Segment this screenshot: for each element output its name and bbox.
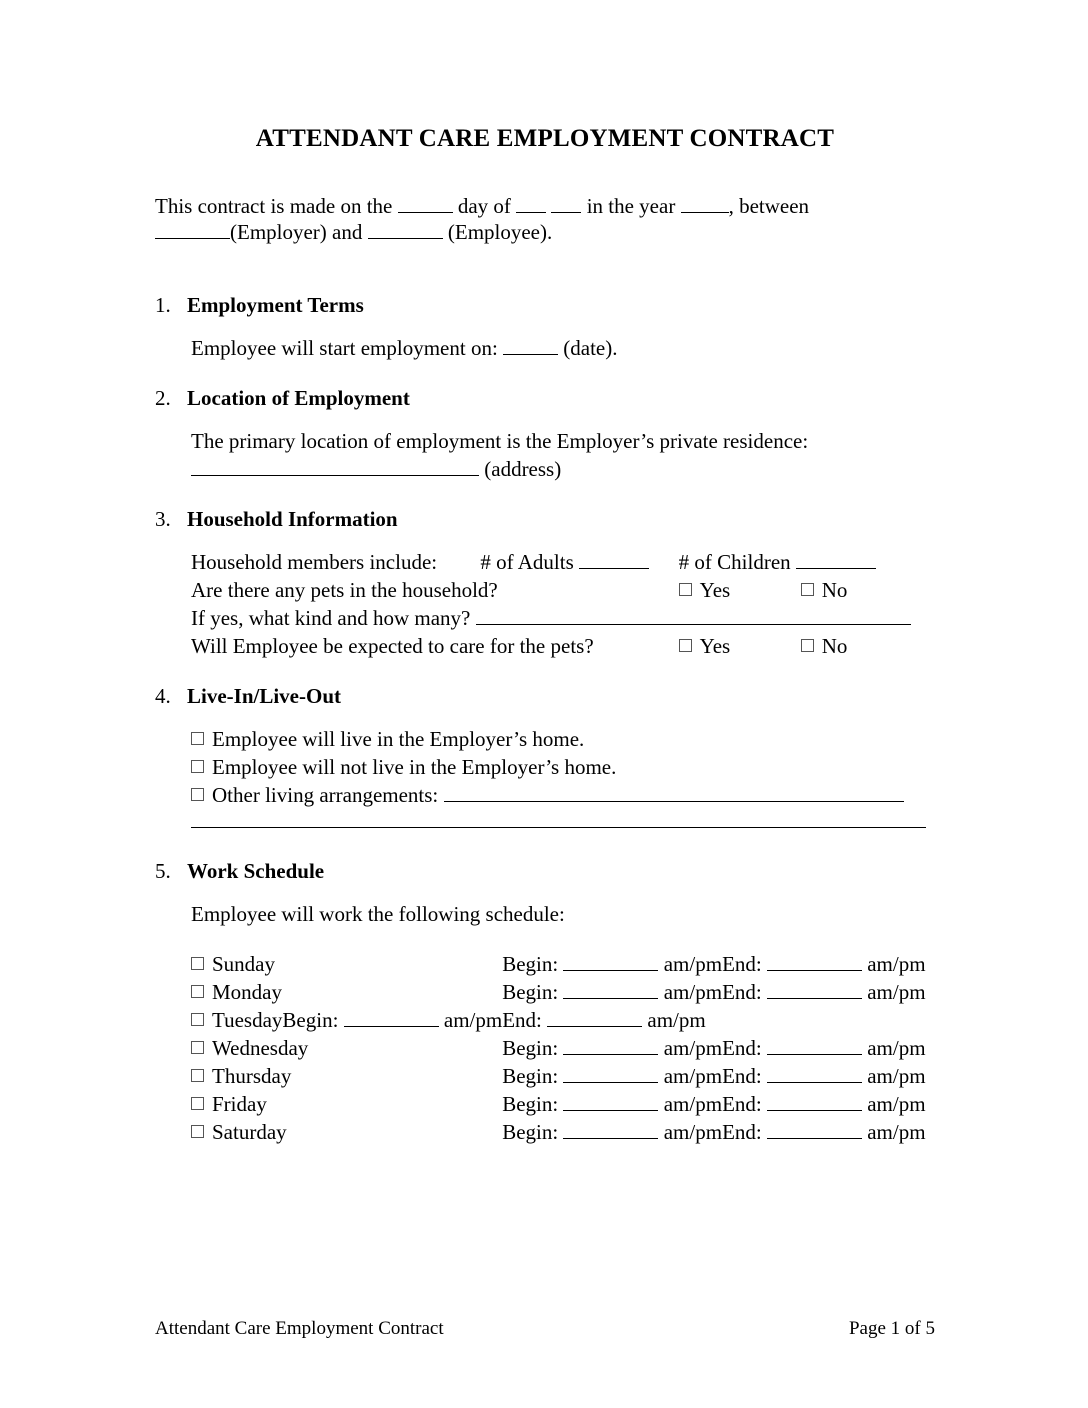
- schedule-row-friday: [191, 1090, 926, 1118]
- schedule-row-monday: [191, 978, 926, 1006]
- intro-text-4: , between: [728, 194, 810, 218]
- tuesday-begin-ampm: am/pm: [443, 1008, 503, 1032]
- pets-no-label: No: [821, 578, 848, 602]
- saturday-end-cell: [722, 1118, 926, 1146]
- schedule-day-cell: [191, 978, 502, 1006]
- other-living-blank-1[interactable]: [444, 785, 904, 802]
- pets-no-checkbox[interactable]: [801, 583, 814, 596]
- section-1-title: Employment Terms: [187, 293, 364, 317]
- start-date-blank[interactable]: [503, 338, 558, 355]
- other-living-option-row[interactable]: [191, 781, 904, 809]
- live-in-option-2-cell: [191, 753, 904, 781]
- pets-yes-checkbox[interactable]: [679, 583, 692, 596]
- section-1-number: 1.: [155, 293, 171, 317]
- friday-end-cell: [722, 1090, 926, 1118]
- intro-text-6: (Employee).: [447, 220, 553, 244]
- section-5-title: Work Schedule: [187, 859, 325, 883]
- friday-end-ampm: am/pm: [867, 1092, 926, 1116]
- section-1-body: [191, 334, 935, 362]
- intro-text-2: day of: [457, 194, 511, 218]
- section-location-of-employment: [155, 386, 935, 483]
- pets-kind-blank[interactable]: [476, 608, 911, 625]
- section-live-in-live-out: [155, 684, 935, 833]
- other-living-blank-line2-wrap: [191, 811, 935, 833]
- section-4-body: [191, 725, 935, 809]
- section-5-heading: [155, 859, 935, 884]
- pets-kind-label: If yes, what kind and how many?: [191, 606, 471, 630]
- address-blank[interactable]: [191, 459, 479, 476]
- section-4-heading: [155, 684, 935, 709]
- pets-care-answer-cell: [679, 632, 911, 660]
- start-date-label: Employee will start employment on:: [191, 336, 498, 360]
- section-3-heading: [155, 507, 935, 532]
- end-label: End:: [722, 1036, 762, 1060]
- live-in-checkbox[interactable]: [191, 732, 204, 745]
- live-in-option-row[interactable]: [191, 725, 904, 753]
- pets-question-row: [191, 576, 911, 604]
- wednesday-end-ampm: am/pm: [867, 1036, 926, 1060]
- saturday-begin-ampm: am/pm: [663, 1120, 723, 1144]
- section-4-title: Live-In/Live-Out: [187, 684, 342, 708]
- thursday-end-cell: [722, 1062, 926, 1090]
- thursday-begin-blank[interactable]: [563, 1066, 658, 1083]
- page-title: ATTENDANT CARE EMPLOYMENT CONTRACT: [255, 125, 835, 152]
- schedule-day-cell: [191, 1090, 502, 1118]
- footer-page-number: Page 1 of 5: [848, 1318, 935, 1339]
- schedule-day-cell: [191, 1062, 502, 1090]
- thursday-begin-cell: [502, 1062, 722, 1090]
- begin-label: Begin:: [502, 1092, 559, 1116]
- intro-employer-blank[interactable]: [155, 222, 230, 239]
- intro-paragraph: [155, 193, 935, 245]
- intro-text-1: This contract is made on the: [155, 194, 393, 218]
- pets-answer-cell: [679, 576, 911, 604]
- section-3-number: 3.: [155, 507, 171, 531]
- saturday-begin-cell: [502, 1118, 722, 1146]
- saturday-end-blank[interactable]: [767, 1122, 862, 1139]
- document-content: [155, 0, 935, 1146]
- pets-question-label: Are there any pets in the household?: [191, 578, 498, 602]
- care-no-label: No: [821, 634, 848, 658]
- friday-checkbox[interactable]: [191, 1097, 204, 1110]
- other-living-blank-2[interactable]: [191, 811, 926, 828]
- live-out-checkbox[interactable]: [191, 760, 204, 773]
- thursday-checkbox[interactable]: [191, 1069, 204, 1082]
- section-1-heading: [155, 293, 935, 318]
- tuesday-end-ampm: am/pm: [647, 1008, 706, 1032]
- tuesday-begin-blank[interactable]: [344, 1010, 439, 1027]
- monday-checkbox[interactable]: [191, 985, 204, 998]
- children-blank[interactable]: [796, 552, 876, 569]
- intro-text-5: (Employer) and: [230, 220, 363, 244]
- schedule-row-wednesday: [191, 1034, 926, 1062]
- sunday-begin-ampm: am/pm: [663, 952, 723, 976]
- intro-employee-blank[interactable]: [368, 222, 443, 239]
- pets-yes-label: Yes: [699, 578, 731, 602]
- adults-cell: [480, 548, 678, 576]
- sunday-end-ampm: am/pm: [867, 952, 926, 976]
- thursday-begin-ampm: am/pm: [663, 1064, 723, 1088]
- wednesday-begin-cell: [502, 1034, 722, 1062]
- live-in-option-2-label: Employee will not live in the Employer’s home.: [212, 755, 617, 779]
- end-label: End:: [722, 980, 762, 1004]
- wednesday-end-blank[interactable]: [767, 1038, 862, 1055]
- live-in-option-1-label: Employee will live in the Employer’s home.: [212, 727, 585, 751]
- tuesday-end-cell: [502, 1006, 722, 1034]
- live-in-option-3-label: Other living arrangements:: [212, 783, 439, 807]
- saturday-label: Saturday: [212, 1120, 287, 1144]
- children-cell: [679, 548, 911, 576]
- monday-begin-cell: [502, 978, 722, 1006]
- wednesday-checkbox[interactable]: [191, 1041, 204, 1054]
- wednesday-begin-blank[interactable]: [563, 1038, 658, 1055]
- children-label: # of Children: [678, 550, 791, 574]
- tuesday-label: Tuesday: [212, 1008, 283, 1032]
- section-2-number: 2.: [155, 386, 171, 410]
- end-label: End:: [502, 1008, 542, 1032]
- thursday-end-blank[interactable]: [767, 1066, 862, 1083]
- footer-left-text: Attendant Care Employment Contract: [155, 1318, 444, 1339]
- section-3-body: [191, 548, 935, 660]
- sunday-begin-cell: [502, 950, 722, 978]
- household-members-label: Household members include:: [191, 550, 438, 574]
- saturday-checkbox[interactable]: [191, 1125, 204, 1138]
- end-label: End:: [722, 1064, 762, 1088]
- schedule-row-sunday: [191, 950, 926, 978]
- live-in-options-table: [191, 725, 904, 809]
- care-no-checkbox[interactable]: [801, 639, 814, 652]
- sunday-end-blank[interactable]: [767, 954, 862, 971]
- tuesday-begin-label: Begin:: [282, 1008, 339, 1032]
- schedule-day-cell: [191, 1006, 502, 1034]
- thursday-end-ampm: am/pm: [867, 1064, 926, 1088]
- intro-month-blank-1[interactable]: [516, 196, 546, 213]
- schedule-row-thursday: [191, 1062, 926, 1090]
- begin-label: Begin:: [502, 1120, 559, 1144]
- schedule-intro: Employee will work the following schedule:: [191, 902, 565, 926]
- tuesday-checkbox[interactable]: [191, 1013, 204, 1026]
- household-table: [191, 548, 911, 660]
- friday-begin-ampm: am/pm: [663, 1092, 723, 1116]
- intro-text-3: in the year: [586, 194, 676, 218]
- section-employment-terms: [155, 293, 935, 362]
- section-3-title: Household Information: [187, 507, 398, 531]
- sunday-checkbox[interactable]: [191, 957, 204, 970]
- start-date-suffix: (date).: [563, 336, 618, 360]
- saturday-begin-blank[interactable]: [563, 1122, 658, 1139]
- other-living-checkbox[interactable]: [191, 788, 204, 801]
- begin-label: Begin:: [502, 952, 559, 976]
- monday-end-cell: [722, 978, 926, 1006]
- schedule-day-cell: [191, 950, 502, 978]
- monday-end-ampm: am/pm: [867, 980, 926, 1004]
- live-out-option-row[interactable]: [191, 753, 904, 781]
- live-in-option-3-cell: [191, 781, 904, 809]
- monday-begin-blank[interactable]: [563, 982, 658, 999]
- thursday-label: Thursday: [212, 1064, 292, 1088]
- address-label: (address): [484, 457, 562, 481]
- adults-label: # of Adults: [480, 550, 574, 574]
- begin-label: Begin:: [502, 1064, 559, 1088]
- live-in-option-1-cell: [191, 725, 904, 753]
- friday-begin-cell: [502, 1090, 722, 1118]
- location-text: The primary location of employment is the Employer’s private residence:: [191, 429, 809, 453]
- schedule-day-cell: [191, 1118, 502, 1146]
- section-4-number: 4.: [155, 684, 171, 708]
- section-5-number: 5.: [155, 859, 171, 883]
- begin-label: Begin:: [502, 1036, 559, 1060]
- friday-label: Friday: [212, 1092, 267, 1116]
- intro-line-2: [155, 219, 935, 245]
- tuesday-end-blank[interactable]: [547, 1010, 642, 1027]
- intro-year-blank[interactable]: [681, 196, 729, 213]
- adults-blank[interactable]: [579, 552, 649, 569]
- monday-end-blank[interactable]: [767, 982, 862, 999]
- household-members-row: [191, 548, 911, 576]
- care-yes-checkbox[interactable]: [679, 639, 692, 652]
- pets-kind-cell: [191, 604, 911, 632]
- pets-kind-row: [191, 604, 911, 632]
- intro-month-blank-2[interactable]: [551, 196, 581, 213]
- friday-begin-blank[interactable]: [563, 1094, 658, 1111]
- end-label: End:: [722, 1092, 762, 1116]
- section-2-heading: [155, 386, 935, 411]
- friday-end-blank[interactable]: [767, 1094, 862, 1111]
- schedule-table: [191, 950, 926, 1146]
- monday-label: Monday: [212, 980, 282, 1004]
- section-work-schedule: [155, 859, 935, 1146]
- care-yes-label: Yes: [699, 634, 731, 658]
- page-footer: [155, 1318, 935, 1340]
- end-label: End:: [722, 1120, 762, 1144]
- wednesday-end-cell: [722, 1034, 926, 1062]
- end-label: End:: [722, 952, 762, 976]
- pets-care-label: Will Employee be expected to care for the pets?: [191, 634, 594, 658]
- intro-day-blank[interactable]: [398, 196, 453, 213]
- schedule-row-saturday: [191, 1118, 926, 1146]
- sunday-begin-blank[interactable]: [563, 954, 658, 971]
- section-5-body: [191, 900, 935, 1146]
- pets-care-row: [191, 632, 911, 660]
- saturday-end-ampm: am/pm: [867, 1120, 926, 1144]
- schedule-row-tuesday: [191, 1006, 926, 1034]
- monday-begin-ampm: am/pm: [663, 980, 723, 1004]
- begin-label: Begin:: [502, 980, 559, 1004]
- schedule-day-cell: [191, 1034, 502, 1062]
- sunday-end-cell: [722, 950, 926, 978]
- wednesday-begin-ampm: am/pm: [663, 1036, 723, 1060]
- section-household-information: [155, 507, 935, 660]
- sunday-label: Sunday: [212, 952, 275, 976]
- wednesday-label: Wednesday: [212, 1036, 309, 1060]
- section-2-body: [191, 427, 935, 483]
- section-2-title: Location of Employment: [187, 386, 410, 410]
